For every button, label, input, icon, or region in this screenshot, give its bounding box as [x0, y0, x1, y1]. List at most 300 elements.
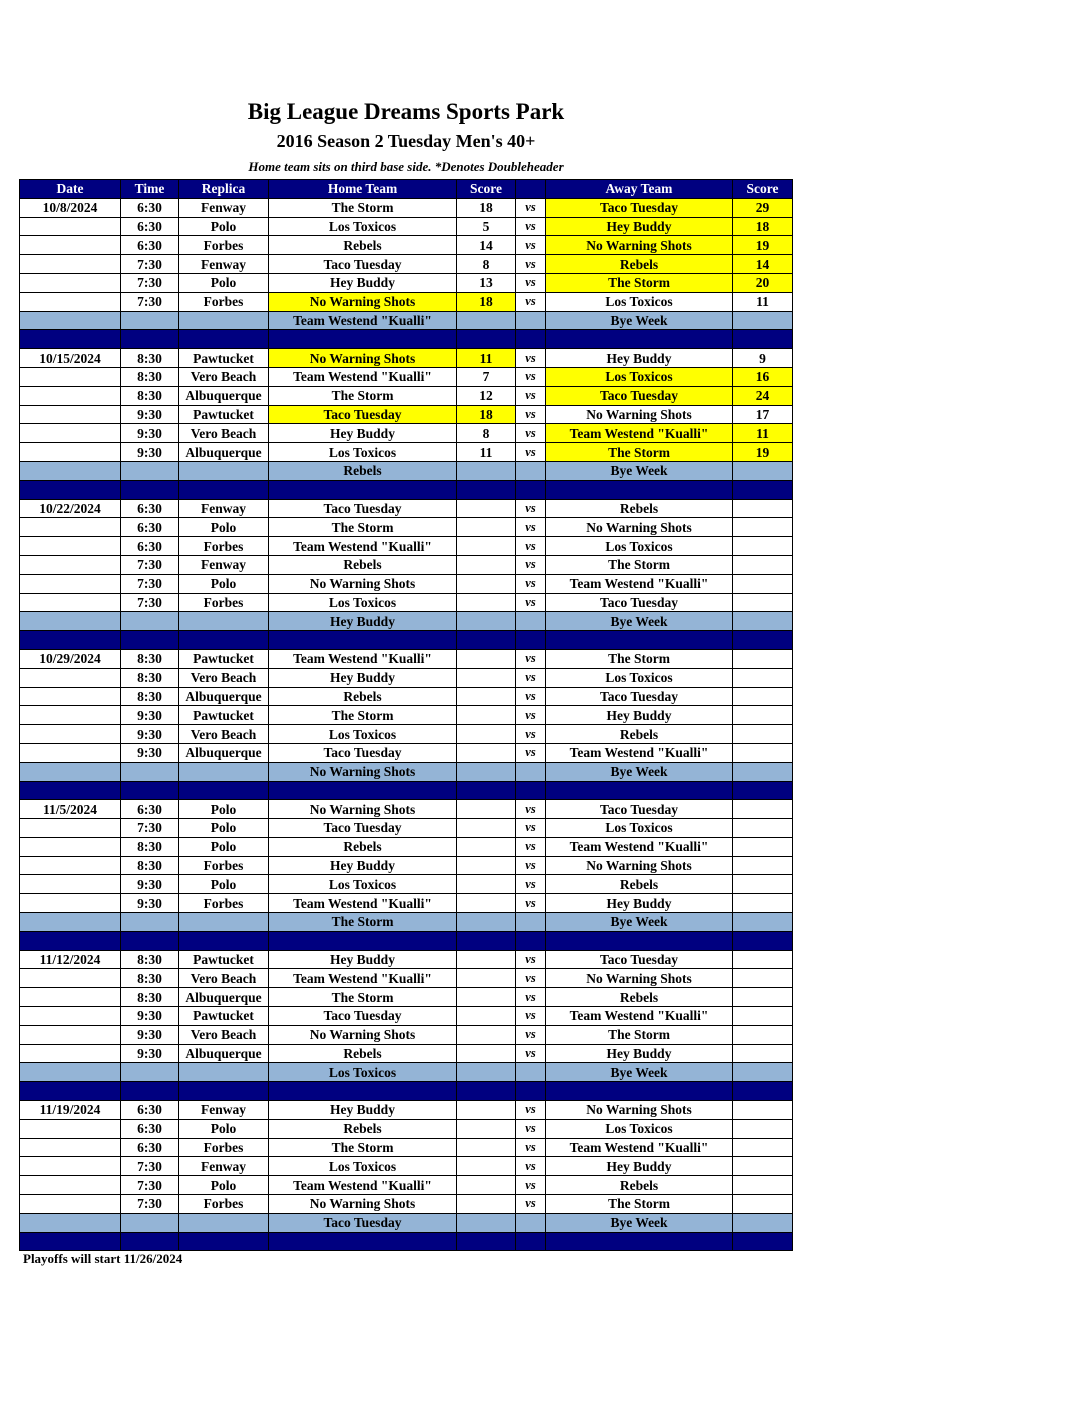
bye-team-cell: Rebels: [269, 461, 457, 480]
week-separator-row: [20, 781, 793, 800]
away-score-cell: 29: [733, 198, 793, 217]
time-cell: 6:30: [121, 800, 179, 819]
separator-cell: [269, 1232, 457, 1251]
away-score-cell: [733, 593, 793, 612]
col-header-replica: Replica: [179, 180, 269, 199]
vs-cell: vs: [516, 1195, 546, 1214]
home-team-cell: Taco Tuesday: [269, 255, 457, 274]
separator-cell: [179, 1232, 269, 1251]
separator-cell: [546, 330, 733, 349]
vs-cell: vs: [516, 649, 546, 668]
home-score-cell: 5: [457, 217, 516, 236]
time-cell: 9:30: [121, 894, 179, 913]
away-score-cell: 14: [733, 255, 793, 274]
table-row: [20, 593, 793, 612]
date-cell: [20, 856, 121, 875]
home-score-cell: [457, 837, 516, 856]
field-cell: Fenway: [179, 1101, 269, 1120]
time-cell: 6:30: [121, 236, 179, 255]
away-team-cell: Hey Buddy: [546, 1157, 733, 1176]
table-row: [20, 236, 793, 255]
vs-cell: vs: [516, 386, 546, 405]
table-row: [20, 725, 793, 744]
away-team-cell: Los Toxicos: [546, 668, 733, 687]
table-row: [20, 969, 793, 988]
bye-label-cell: Bye Week: [546, 612, 733, 631]
away-team-cell: Team Westend "Kualli": [546, 424, 733, 443]
home-team-cell: The Storm: [269, 518, 457, 537]
date-cell: [20, 273, 121, 292]
time-cell: [121, 311, 179, 330]
table-row: [20, 1044, 793, 1063]
field-cell: Forbes: [179, 856, 269, 875]
field-cell: [179, 762, 269, 781]
week-separator-row: [20, 1232, 793, 1251]
home-score-cell: 18: [457, 405, 516, 424]
field-cell: Vero Beach: [179, 424, 269, 443]
date-cell: [20, 217, 121, 236]
separator-cell: [546, 480, 733, 499]
vs-cell: vs: [516, 1025, 546, 1044]
time-cell: 8:30: [121, 969, 179, 988]
home-score-cell: 18: [457, 198, 516, 217]
vs-cell: vs: [516, 1138, 546, 1157]
field-cell: [179, 1213, 269, 1232]
table-row: [20, 537, 793, 556]
field-cell: Fenway: [179, 198, 269, 217]
field-cell: Forbes: [179, 1138, 269, 1157]
vs-cell: [516, 1213, 546, 1232]
home-team-cell: Rebels: [269, 555, 457, 574]
away-score-cell: [733, 668, 793, 687]
home-team-cell: Hey Buddy: [269, 950, 457, 969]
away-score-cell: [733, 1119, 793, 1138]
home-score-cell: 18: [457, 292, 516, 311]
away-score-cell: [733, 950, 793, 969]
vs-cell: [516, 913, 546, 932]
bye-row: [20, 612, 793, 631]
time-cell: 8:30: [121, 950, 179, 969]
table-row: [20, 386, 793, 405]
date-cell: [20, 1195, 121, 1214]
date-cell: [20, 894, 121, 913]
separator-cell: [121, 1232, 179, 1251]
separator-cell: [733, 781, 793, 800]
separator-cell: [516, 931, 546, 950]
separator-cell: [733, 480, 793, 499]
away-team-cell: No Warning Shots: [546, 405, 733, 424]
time-cell: 9:30: [121, 743, 179, 762]
home-team-cell: Rebels: [269, 837, 457, 856]
away-team-cell: Los Toxicos: [546, 1119, 733, 1138]
time-cell: [121, 1213, 179, 1232]
field-cell: Forbes: [179, 537, 269, 556]
home-score-cell: [457, 1025, 516, 1044]
field-cell: Polo: [179, 875, 269, 894]
away-score-cell: [733, 706, 793, 725]
separator-cell: [733, 1082, 793, 1101]
away-score-cell: 18: [733, 217, 793, 236]
table-row: [20, 950, 793, 969]
home-score-cell: [457, 461, 516, 480]
home-score-cell: [457, 612, 516, 631]
field-cell: Pawtucket: [179, 1007, 269, 1026]
bye-row: [20, 762, 793, 781]
away-team-cell: Hey Buddy: [546, 1044, 733, 1063]
bye-team-cell: No Warning Shots: [269, 762, 457, 781]
col-header-home-score: Score: [457, 180, 516, 199]
separator-cell: [20, 931, 121, 950]
vs-cell: vs: [516, 743, 546, 762]
vs-cell: vs: [516, 894, 546, 913]
time-cell: 9:30: [121, 1025, 179, 1044]
home-score-cell: [457, 687, 516, 706]
date-cell: [20, 819, 121, 838]
time-cell: 7:30: [121, 292, 179, 311]
away-team-cell: Team Westend "Kualli": [546, 574, 733, 593]
table-row: [20, 819, 793, 838]
table-row: [20, 424, 793, 443]
separator-cell: [269, 1082, 457, 1101]
vs-cell: [516, 612, 546, 631]
field-cell: Fenway: [179, 555, 269, 574]
separator-cell: [179, 330, 269, 349]
home-score-cell: 14: [457, 236, 516, 255]
time-cell: 9:30: [121, 443, 179, 462]
field-cell: Pawtucket: [179, 405, 269, 424]
date-cell: 10/8/2024: [20, 198, 121, 217]
week-separator-row: [20, 480, 793, 499]
home-team-cell: Los Toxicos: [269, 217, 457, 236]
vs-cell: vs: [516, 1176, 546, 1195]
table-row: [20, 349, 793, 368]
home-score-cell: [457, 649, 516, 668]
vs-cell: vs: [516, 837, 546, 856]
time-cell: 8:30: [121, 668, 179, 687]
table-row: [20, 443, 793, 462]
page-title: Big League Dreams Sports Park: [247, 99, 565, 124]
week-separator-row: [20, 931, 793, 950]
vs-cell: vs: [516, 537, 546, 556]
home-score-cell: [457, 743, 516, 762]
time-cell: 8:30: [121, 367, 179, 386]
table-header-row: [20, 180, 793, 199]
separator-cell: [179, 781, 269, 800]
table-row: [20, 1119, 793, 1138]
vs-cell: vs: [516, 1101, 546, 1120]
bye-row: [20, 1213, 793, 1232]
time-cell: 9:30: [121, 875, 179, 894]
vs-cell: vs: [516, 819, 546, 838]
date-cell: [20, 311, 121, 330]
away-score-cell: [733, 1195, 793, 1214]
separator-cell: [457, 1232, 516, 1251]
separator-cell: [546, 1232, 733, 1251]
home-team-cell: Hey Buddy: [269, 668, 457, 687]
field-cell: Vero Beach: [179, 725, 269, 744]
separator-cell: [269, 330, 457, 349]
field-cell: Fenway: [179, 499, 269, 518]
separator-cell: [733, 330, 793, 349]
separator-cell: [733, 931, 793, 950]
table-row: [20, 894, 793, 913]
time-cell: 9:30: [121, 1007, 179, 1026]
separator-cell: [546, 1082, 733, 1101]
col-header-away-team: Away Team: [546, 180, 733, 199]
home-score-cell: [457, 1138, 516, 1157]
away-score-cell: [733, 725, 793, 744]
separator-cell: [20, 1082, 121, 1101]
vs-cell: vs: [516, 988, 546, 1007]
bye-row: [20, 461, 793, 480]
home-score-cell: 13: [457, 273, 516, 292]
table-row: [20, 1101, 793, 1120]
table-row: [20, 518, 793, 537]
separator-cell: [20, 480, 121, 499]
field-cell: Forbes: [179, 894, 269, 913]
home-score-cell: [457, 1157, 516, 1176]
field-cell: Forbes: [179, 593, 269, 612]
separator-cell: [457, 631, 516, 650]
time-cell: 6:30: [121, 1101, 179, 1120]
away-score-cell: 24: [733, 386, 793, 405]
bye-label-cell: Bye Week: [546, 762, 733, 781]
home-score-cell: [457, 593, 516, 612]
time-cell: [121, 913, 179, 932]
separator-cell: [457, 1082, 516, 1101]
page-note: Home team sits on third base side. *Denotes Doubleheader: [248, 159, 564, 174]
away-team-cell: Hey Buddy: [546, 217, 733, 236]
home-team-cell: Team Westend "Kualli": [269, 649, 457, 668]
separator-cell: [269, 631, 457, 650]
date-cell: [20, 687, 121, 706]
date-cell: [20, 837, 121, 856]
time-cell: 6:30: [121, 217, 179, 236]
away-team-cell: Rebels: [546, 875, 733, 894]
col-header-time: Time: [121, 180, 179, 199]
away-score-cell: [733, 1025, 793, 1044]
time-cell: [121, 461, 179, 480]
time-cell: 6:30: [121, 518, 179, 537]
away-team-cell: No Warning Shots: [546, 1101, 733, 1120]
away-score-cell: [733, 311, 793, 330]
field-cell: Forbes: [179, 1195, 269, 1214]
time-cell: 7:30: [121, 1157, 179, 1176]
field-cell: Albuquerque: [179, 687, 269, 706]
field-cell: Vero Beach: [179, 969, 269, 988]
home-team-cell: Taco Tuesday: [269, 1007, 457, 1026]
away-team-cell: Los Toxicos: [546, 819, 733, 838]
table-row: [20, 367, 793, 386]
field-cell: Vero Beach: [179, 367, 269, 386]
away-score-cell: 17: [733, 405, 793, 424]
vs-cell: [516, 762, 546, 781]
page-subtitle: 2016 Season 2 Tuesday Men's 40+: [276, 131, 536, 151]
home-score-cell: [457, 1176, 516, 1195]
vs-cell: vs: [516, 367, 546, 386]
away-score-cell: 20: [733, 273, 793, 292]
away-score-cell: [733, 800, 793, 819]
separator-cell: [269, 781, 457, 800]
vs-cell: vs: [516, 1007, 546, 1026]
separator-cell: [516, 330, 546, 349]
away-team-cell: No Warning Shots: [546, 518, 733, 537]
field-cell: Albuquerque: [179, 443, 269, 462]
field-cell: Vero Beach: [179, 668, 269, 687]
date-cell: [20, 743, 121, 762]
time-cell: 9:30: [121, 424, 179, 443]
time-cell: 8:30: [121, 687, 179, 706]
separator-cell: [121, 631, 179, 650]
away-score-cell: 19: [733, 236, 793, 255]
field-cell: Polo: [179, 574, 269, 593]
separator-cell: [733, 1232, 793, 1251]
home-score-cell: [457, 518, 516, 537]
table-row: [20, 555, 793, 574]
away-team-cell: The Storm: [546, 649, 733, 668]
home-team-cell: The Storm: [269, 706, 457, 725]
away-team-cell: Taco Tuesday: [546, 950, 733, 969]
home-score-cell: [457, 1044, 516, 1063]
vs-cell: vs: [516, 725, 546, 744]
time-cell: [121, 762, 179, 781]
away-team-cell: Los Toxicos: [546, 367, 733, 386]
home-score-cell: 11: [457, 443, 516, 462]
time-cell: 7:30: [121, 273, 179, 292]
vs-cell: vs: [516, 706, 546, 725]
away-score-cell: 11: [733, 424, 793, 443]
field-cell: Polo: [179, 837, 269, 856]
away-score-cell: [733, 762, 793, 781]
date-cell: [20, 1138, 121, 1157]
away-team-cell: The Storm: [546, 1195, 733, 1214]
home-score-cell: [457, 988, 516, 1007]
table-row: [20, 1138, 793, 1157]
date-cell: 11/12/2024: [20, 950, 121, 969]
home-team-cell: Taco Tuesday: [269, 499, 457, 518]
date-cell: [20, 1213, 121, 1232]
home-score-cell: [457, 537, 516, 556]
away-score-cell: 9: [733, 349, 793, 368]
vs-cell: [516, 311, 546, 330]
date-cell: [20, 1063, 121, 1082]
time-cell: 7:30: [121, 255, 179, 274]
field-cell: Albuquerque: [179, 1044, 269, 1063]
vs-cell: vs: [516, 349, 546, 368]
time-cell: 6:30: [121, 1138, 179, 1157]
time-cell: 8:30: [121, 386, 179, 405]
field-cell: Pawtucket: [179, 950, 269, 969]
vs-cell: vs: [516, 405, 546, 424]
home-team-cell: Hey Buddy: [269, 1101, 457, 1120]
field-cell: [179, 461, 269, 480]
bye-team-cell: Hey Buddy: [269, 612, 457, 631]
vs-cell: vs: [516, 668, 546, 687]
home-team-cell: The Storm: [269, 386, 457, 405]
home-team-cell: Hey Buddy: [269, 856, 457, 875]
vs-cell: vs: [516, 443, 546, 462]
time-cell: 6:30: [121, 499, 179, 518]
away-score-cell: [733, 913, 793, 932]
date-cell: [20, 725, 121, 744]
field-cell: Polo: [179, 273, 269, 292]
away-score-cell: [733, 461, 793, 480]
home-team-cell: Team Westend "Kualli": [269, 1176, 457, 1195]
away-team-cell: Team Westend "Kualli": [546, 1007, 733, 1026]
separator-cell: [20, 781, 121, 800]
vs-cell: vs: [516, 273, 546, 292]
field-cell: [179, 1063, 269, 1082]
separator-cell: [546, 781, 733, 800]
separator-cell: [121, 931, 179, 950]
home-score-cell: [457, 311, 516, 330]
home-team-cell: Rebels: [269, 1119, 457, 1138]
away-score-cell: [733, 969, 793, 988]
bye-row: [20, 913, 793, 932]
away-team-cell: Hey Buddy: [546, 894, 733, 913]
away-team-cell: Taco Tuesday: [546, 198, 733, 217]
vs-cell: vs: [516, 424, 546, 443]
field-cell: Polo: [179, 217, 269, 236]
home-team-cell: The Storm: [269, 198, 457, 217]
table-row: [20, 1195, 793, 1214]
away-team-cell: Team Westend "Kualli": [546, 837, 733, 856]
home-team-cell: No Warning Shots: [269, 574, 457, 593]
vs-cell: vs: [516, 555, 546, 574]
separator-cell: [179, 1082, 269, 1101]
bye-label-cell: Bye Week: [546, 1213, 733, 1232]
field-cell: Albuquerque: [179, 988, 269, 1007]
bye-label-cell: Bye Week: [546, 311, 733, 330]
home-score-cell: [457, 499, 516, 518]
bye-row: [20, 1063, 793, 1082]
date-cell: [20, 1157, 121, 1176]
vs-cell: [516, 461, 546, 480]
away-team-cell: Los Toxicos: [546, 537, 733, 556]
home-score-cell: [457, 574, 516, 593]
away-team-cell: Team Westend "Kualli": [546, 743, 733, 762]
home-team-cell: Los Toxicos: [269, 593, 457, 612]
vs-cell: vs: [516, 255, 546, 274]
separator-cell: [20, 1232, 121, 1251]
time-cell: 8:30: [121, 349, 179, 368]
table-row: [20, 856, 793, 875]
away-score-cell: [733, 518, 793, 537]
time-cell: 8:30: [121, 649, 179, 668]
separator-cell: [179, 631, 269, 650]
date-cell: [20, 236, 121, 255]
home-team-cell: Taco Tuesday: [269, 743, 457, 762]
time-cell: [121, 1063, 179, 1082]
vs-cell: vs: [516, 687, 546, 706]
vs-cell: vs: [516, 198, 546, 217]
field-cell: Fenway: [179, 255, 269, 274]
time-cell: 7:30: [121, 574, 179, 593]
separator-cell: [457, 931, 516, 950]
home-team-cell: Taco Tuesday: [269, 819, 457, 838]
bye-team-cell: Los Toxicos: [269, 1063, 457, 1082]
table-row: [20, 1157, 793, 1176]
date-cell: [20, 969, 121, 988]
home-team-cell: No Warning Shots: [269, 349, 457, 368]
table-row: [20, 499, 793, 518]
date-cell: [20, 292, 121, 311]
home-team-cell: Los Toxicos: [269, 1157, 457, 1176]
away-team-cell: The Storm: [546, 443, 733, 462]
bye-team-cell: The Storm: [269, 913, 457, 932]
away-team-cell: No Warning Shots: [546, 969, 733, 988]
table-row: [20, 687, 793, 706]
